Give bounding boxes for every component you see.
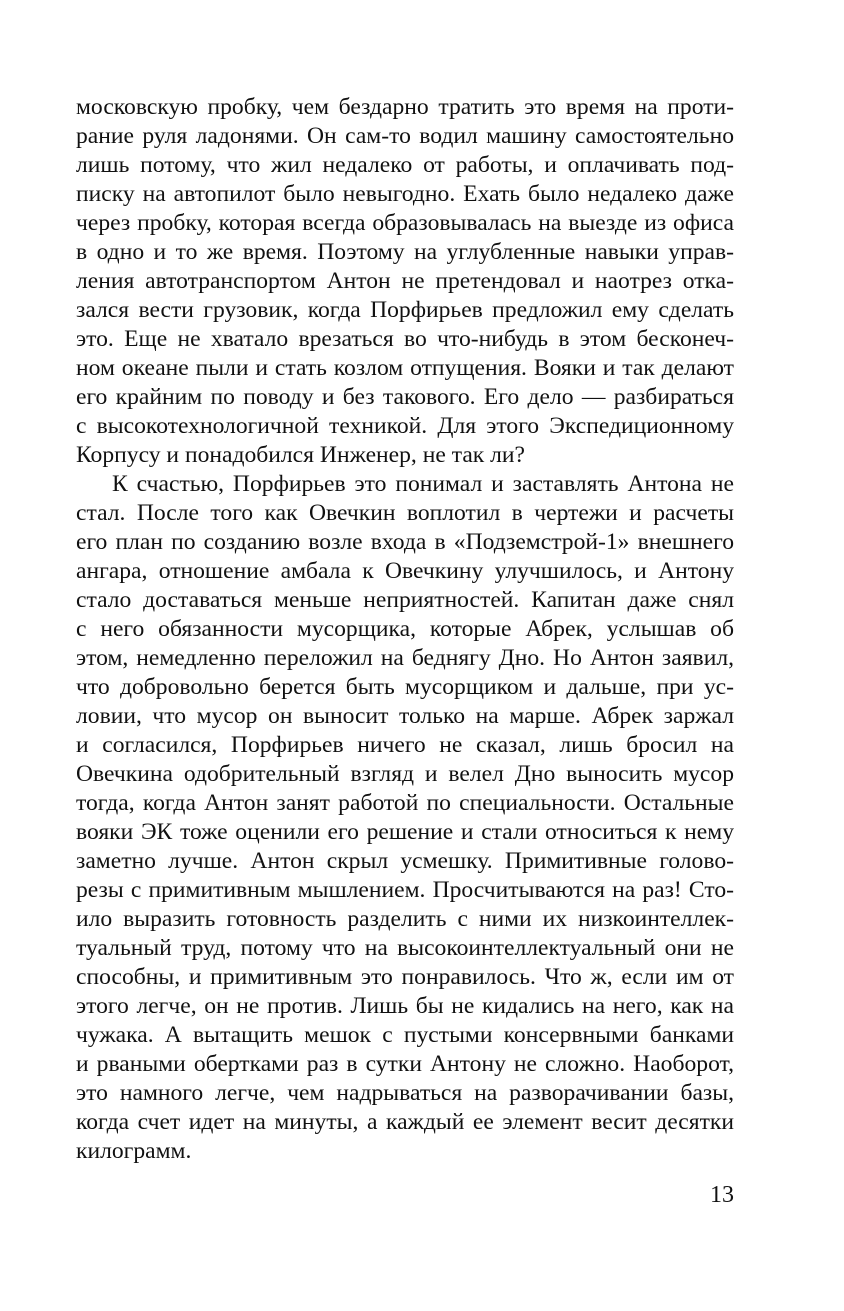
text-line: стал. После того как Овечкин воплотил в чертежи и расчеты xyxy=(76,500,734,526)
text-line: это намного легче, чем надрываться на разворачивании базы, xyxy=(76,1080,734,1106)
text-line: ило выразить готовность разделить с ними их низкоинтеллек- xyxy=(76,906,734,932)
text-line: писку на автопилот было невыгодно. Ехать было недалеко даже xyxy=(76,181,734,207)
text-line: и согласился, Порфирьев ничего не сказал, лишь бросил на xyxy=(76,732,734,758)
text-line: когда счет идет на минуты, а каждый ее элемент весит десятки xyxy=(76,1109,734,1135)
text-line: ангара, отношение амбала к Овечкину улучшилось, и Антону xyxy=(76,558,734,584)
text-line: рание руля ладонями. Он сам-то водил машину самостоятельно xyxy=(76,123,734,149)
text-line: с высокотехнологичной техникой. Для этого Экспедиционному xyxy=(76,413,734,439)
text-line: К счастью, Порфирьев это понимал и заставлять Антона не xyxy=(112,471,734,497)
text-line: московскую пробку, чем бездарно тратить это время на проти- xyxy=(76,94,734,120)
text-line: чужака. А вытащить мешок с пустыми консервными банками xyxy=(76,1022,734,1048)
text-line: заметно лучше. Антон скрыл усмешку. Примитивные голово- xyxy=(76,848,734,874)
text-line: ления автотранспортом Антон не претендовал и наотрез отка- xyxy=(76,268,734,294)
text-line: и рваными обертками раз в сутки Антону не сложно. Наоборот, xyxy=(76,1051,734,1077)
text-line: стало доставаться меньше неприятностей. Капитан даже снял xyxy=(76,587,734,613)
text-line: тогда, когда Антон занят работой по специальности. Остальные xyxy=(76,790,734,816)
text-line: с него обязанности мусорщика, которые Абрек, услышав об xyxy=(76,616,734,642)
text-line: его план по созданию возле входа в «Подземстрой-1» внешнего xyxy=(76,529,734,555)
text-line: что добровольно берется быть мусорщиком и дальше, при ус- xyxy=(76,674,734,700)
paragraph-2 xyxy=(76,470,734,1166)
text-line: этого легче, он не против. Лишь бы не кидались на него, как на xyxy=(76,993,734,1019)
text-line: вояки ЭК тоже оценили его решение и стали относиться к нему xyxy=(76,819,734,845)
page-number: 13 xyxy=(710,1182,734,1208)
text-line: его крайним по поводу и без такового. Его дело — разбираться xyxy=(76,384,734,410)
text-line: килограмм. xyxy=(76,1138,192,1164)
text-line: лишь потому, что жил недалеко от работы, и оплачивать под- xyxy=(76,152,734,178)
text-line: ном океане пыли и стать козлом отпущения. Вояки и так делают xyxy=(76,355,734,381)
text-line: туальный труд, потому что на высокоинтеллектуальный они не xyxy=(76,935,734,961)
text-line: в одно и то же время. Поэтому на углубленные навыки управ- xyxy=(76,239,734,265)
page-body xyxy=(76,93,734,1166)
text-line: способны, и примитивным это понравилось. Что ж, если им от xyxy=(76,964,734,990)
paragraph-1 xyxy=(76,93,734,470)
text-line: через пробку, которая всегда образовывалась на выезде из офиса xyxy=(76,210,734,236)
text-line: зался вести грузовик, когда Порфирьев предложил ему сделать xyxy=(76,297,734,323)
text-line: Овечкина одобрительный взгляд и велел Дно выносить мусор xyxy=(76,761,734,787)
text-line: резы с примитивным мышлением. Просчитываются на раз! Сто- xyxy=(76,877,734,903)
text-line: ловии, что мусор он выносит только на марше. Абрек заржал xyxy=(76,703,734,729)
text-line: этом, немедленно переложил на беднягу Дно. Но Антон заявил, xyxy=(76,645,734,671)
text-line: Корпусу и понадобился Инженер, не так ли? xyxy=(76,442,526,468)
text-line: это. Еще не хватало врезаться во что-нибудь в этом бесконеч- xyxy=(76,326,734,352)
